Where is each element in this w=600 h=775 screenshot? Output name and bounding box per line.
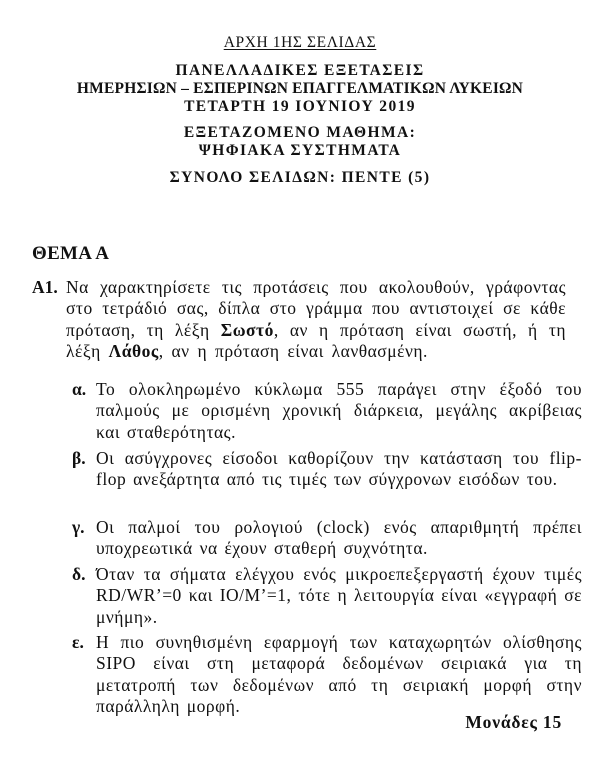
statement-text: Όταν τα σήματα ελέγχου ενός μικροεπεξεργαστή έχουν τιμές RD/WR’=0 και IO/M’=1, τότε η λειτουργία είναι «εγγραφή σε μνήμη». — [96, 564, 582, 627]
exam-subject-label: ΕΞΕΤΑΖΟΜΕΝΟ ΜΑΘΗΜΑ: — [183, 124, 417, 141]
keyword-correct: Σωστό — [220, 319, 274, 340]
statement-label: δ. — [72, 564, 86, 584]
section-title: ΘΕΜΑ Α — [32, 243, 110, 264]
question-label: Α1. — [32, 277, 58, 297]
question-instructions: Να χαρακτηρίσετε τις προτάσεις που ακολουθούν, γράφοντας στο τετράδιό σας, δίπλα στο γράμμα που αντιστοιχεί σε κάθε πρόταση, τη λέξη Σωστό, αν η πρόταση είναι σωστή, ή τη λέξη Λάθος, αν η πρόταση είναι λανθασμένη. — [66, 277, 567, 362]
marks-total: Μονάδες 15 — [465, 712, 562, 732]
statement-label: α. — [72, 379, 87, 399]
exam-school-type: ΗΜΕΡΗΣΙΩΝ – ΕΣΠΕΡΙΝΩΝ ΕΠΑΓΓΕΛΜΑΤΙΚΩΝ ΛΥΚΕΙΩΝ — [76, 80, 524, 97]
page-start-mark: ΑΡΧΗ 1ΗΣ ΣΕΛΙΔΑΣ — [223, 34, 377, 51]
statement-text: Οι ασύγχρονες είσοδοι καθορίζουν την κατάσταση του flip-flop ανεξάρτητα από τις τιμές των σύγχρονων εισόδων του. — [96, 448, 582, 490]
statement-label: ε. — [72, 632, 84, 652]
statement-label: γ. — [72, 517, 85, 537]
statement-label: β. — [72, 448, 86, 468]
statement-text: Το ολοκληρωμένο κύκλωμα 555 παράγει στην έξοδό του παλμούς με ορισμένη χρονική διάρκεια, μεγάλης ακρίβειας και σταθερότητας. — [96, 379, 582, 442]
statement-text: Οι παλμοί του ρολογιού (clock) ενός απαριθμητή πρέπει υποχρεωτικά να έχουν σταθερή συχνότητα. — [96, 517, 582, 559]
keyword-wrong: Λάθος — [108, 341, 159, 362]
exam-date: ΤΕΤΑΡΤΗ 19 ΙΟΥΝΙΟΥ 2019 — [184, 98, 416, 115]
statement-text: Η πιο συνηθισμένη εφαρμογή των καταχωρητών ολίσθησης SIPO είναι στη μεταφορά δεδομένων σειριακά για τη μετατροπή των δεδομένων από τη σειριακή μορφή στην παράλληλη μορφή. — [96, 632, 582, 717]
exam-subject: ΨΗΦΙΑΚΑ ΣΥΣΤΗΜΑΤΑ — [198, 142, 402, 159]
exam-title: ΠΑΝΕΛΛΑΔΙΚΕΣ ΕΞΕΤΑΣΕΙΣ — [175, 62, 425, 79]
total-pages: ΣΥΝΟΛΟ ΣΕΛΙΔΩΝ: ΠΕΝΤΕ (5) — [169, 169, 431, 186]
